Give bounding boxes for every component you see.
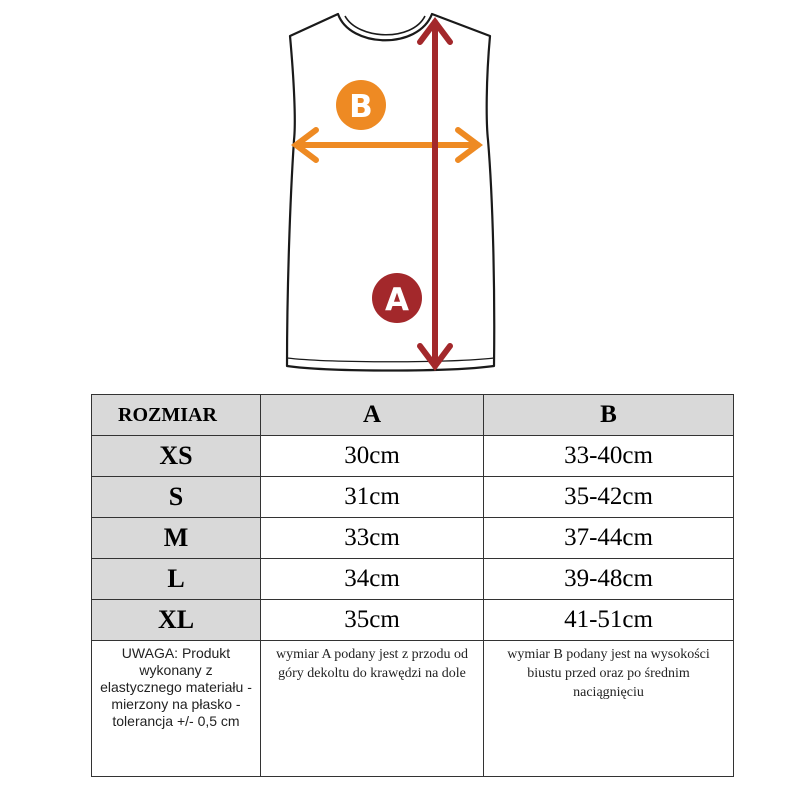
value-a: 35cm (261, 600, 484, 641)
value-a: 30cm (261, 436, 484, 477)
garment-measurement-diagram (0, 0, 794, 390)
table-row (92, 600, 734, 641)
header-row (92, 395, 734, 436)
header-b: B (484, 395, 734, 436)
label-a-badge (372, 273, 422, 323)
value-b: 35-42cm (484, 477, 734, 518)
size-label: M (92, 518, 261, 559)
notes-row (92, 641, 734, 777)
table-row (92, 436, 734, 477)
table-row (92, 559, 734, 600)
table-row (92, 477, 734, 518)
value-a: 33cm (261, 518, 484, 559)
header-size: ROZMIAR (92, 395, 261, 436)
measurement-a-note: wymiar A podany jest z przodu od góry dekoltu do krawędzi na dole (261, 641, 484, 777)
value-b: 41-51cm (484, 600, 734, 641)
value-a: 31cm (261, 477, 484, 518)
table-row (92, 518, 734, 559)
value-b: 37-44cm (484, 518, 734, 559)
measurement-b-note: wymiar B podany jest na wysokości biustu przed oraz po średnim naciągnięciu (484, 641, 734, 777)
label-a-text: A (385, 282, 409, 318)
header-a: A (261, 395, 484, 436)
label-b-badge (336, 80, 386, 130)
size-label: XL (92, 600, 261, 641)
size-chart-table (91, 394, 734, 777)
size-label: S (92, 477, 261, 518)
value-a: 34cm (261, 559, 484, 600)
size-label: XS (92, 436, 261, 477)
measurement-b-arrow (296, 130, 478, 160)
tolerance-note: UWAGA: Produkt wykonany z elastycznego materiału - mierzony na płasko - tolerancja +/- 0,5 cm (92, 641, 261, 777)
value-b: 33-40cm (484, 436, 734, 477)
size-label: L (92, 559, 261, 600)
label-b-text: B (349, 89, 373, 125)
measurement-a-arrow (420, 22, 450, 366)
value-b: 39-48cm (484, 559, 734, 600)
